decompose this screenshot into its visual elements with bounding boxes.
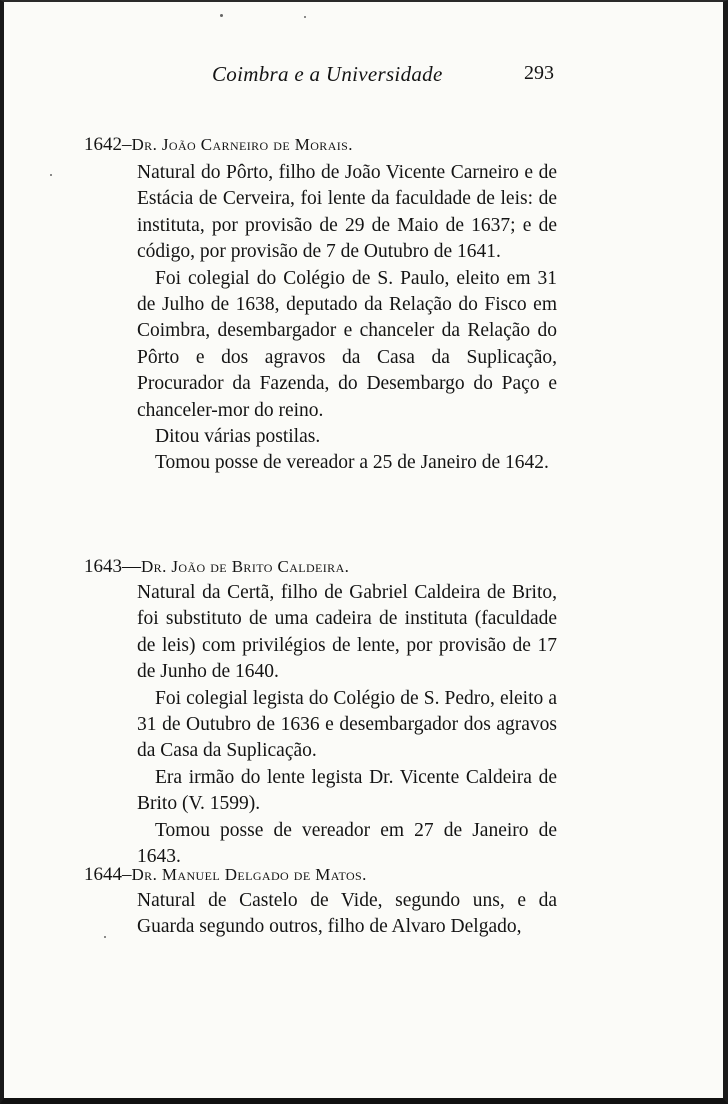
- entry-paragraph: Natural de Castelo de Vide, segundo uns, e da Guarda segundo outros, filho de Alvaro Delgado,: [137, 890, 557, 938]
- entry-paragraph: Natural da Certã, filho de Gabriel Caldeira de Brito, foi substituto de uma cadeira de instituta (faculdade de leis) com privilégios de lente, por provisão de 17 de Junho de 1640.: [137, 582, 557, 683]
- entry-year: 1643: [84, 556, 122, 577]
- entry-paragraph: Era irmão do lente legista Dr. Vicente Caldeira de Brito (V. 1599).: [137, 766, 557, 815]
- entry-title: Dr. Manuel Delgado de Matos.: [131, 865, 367, 884]
- entry-body: [137, 160, 557, 477]
- entry-paragraph: Tomou posse de vereador a 25 de Janeiro de 1642.: [155, 452, 549, 474]
- entry-paragraph: Natural do Pôrto, filho de João Vicente Carneiro e de Estácia de Cerveira, foi lente da faculdade de leis: de instituta, por provisão de 29 de Maio de 1637; e de código, por provisão de 7 de Outubro de 1641.: [137, 162, 557, 263]
- entry-heading: [84, 862, 367, 888]
- page-header: [4, 60, 723, 90]
- entry-paragraph: Foi colegial legista do Colégio de S. Pedro, eleito a 31 de Outubro de 1636 e desembargador dos agravos da Casa da Suplicação.: [137, 687, 557, 762]
- scan-speck: [50, 174, 52, 176]
- entry-paragraph: Tomou posse de vereador em 27 de Janeiro de 1643.: [137, 819, 557, 868]
- entry-paragraph: Foi colegial do Colégio de S. Paulo, eleito em 31 de Julho de 1638, deputado da Relação do Fisco em Coimbra, desembargador e chanceler da Relação do Pôrto e dos agravos da Casa da Suplicação, Procurador da Fazenda, do Desembargo do Paço e chanceler-mor do reino.: [137, 267, 557, 421]
- running-title: Coimbra e a Universidade: [212, 62, 443, 86]
- entry-heading: [84, 132, 353, 158]
- entry-paragraph: Ditou várias postilas.: [155, 426, 321, 448]
- entry-body: [137, 888, 557, 941]
- scan-speck: [220, 14, 223, 17]
- page-number: 293: [524, 62, 554, 84]
- entry-year: 1642: [84, 134, 122, 155]
- entry-year: 1644: [84, 864, 122, 885]
- scan-speck: [104, 936, 106, 938]
- entry-separator: –: [122, 864, 132, 885]
- entry-body: [137, 580, 557, 870]
- entry-separator: —: [122, 556, 141, 577]
- entry-title: Dr. João de Brito Caldeira.: [141, 557, 350, 576]
- entry-title: Dr. João Carneiro de Morais.: [131, 135, 353, 154]
- entry-separator: –: [122, 134, 132, 155]
- entry-heading: [84, 554, 349, 580]
- scan-speck: [304, 16, 306, 18]
